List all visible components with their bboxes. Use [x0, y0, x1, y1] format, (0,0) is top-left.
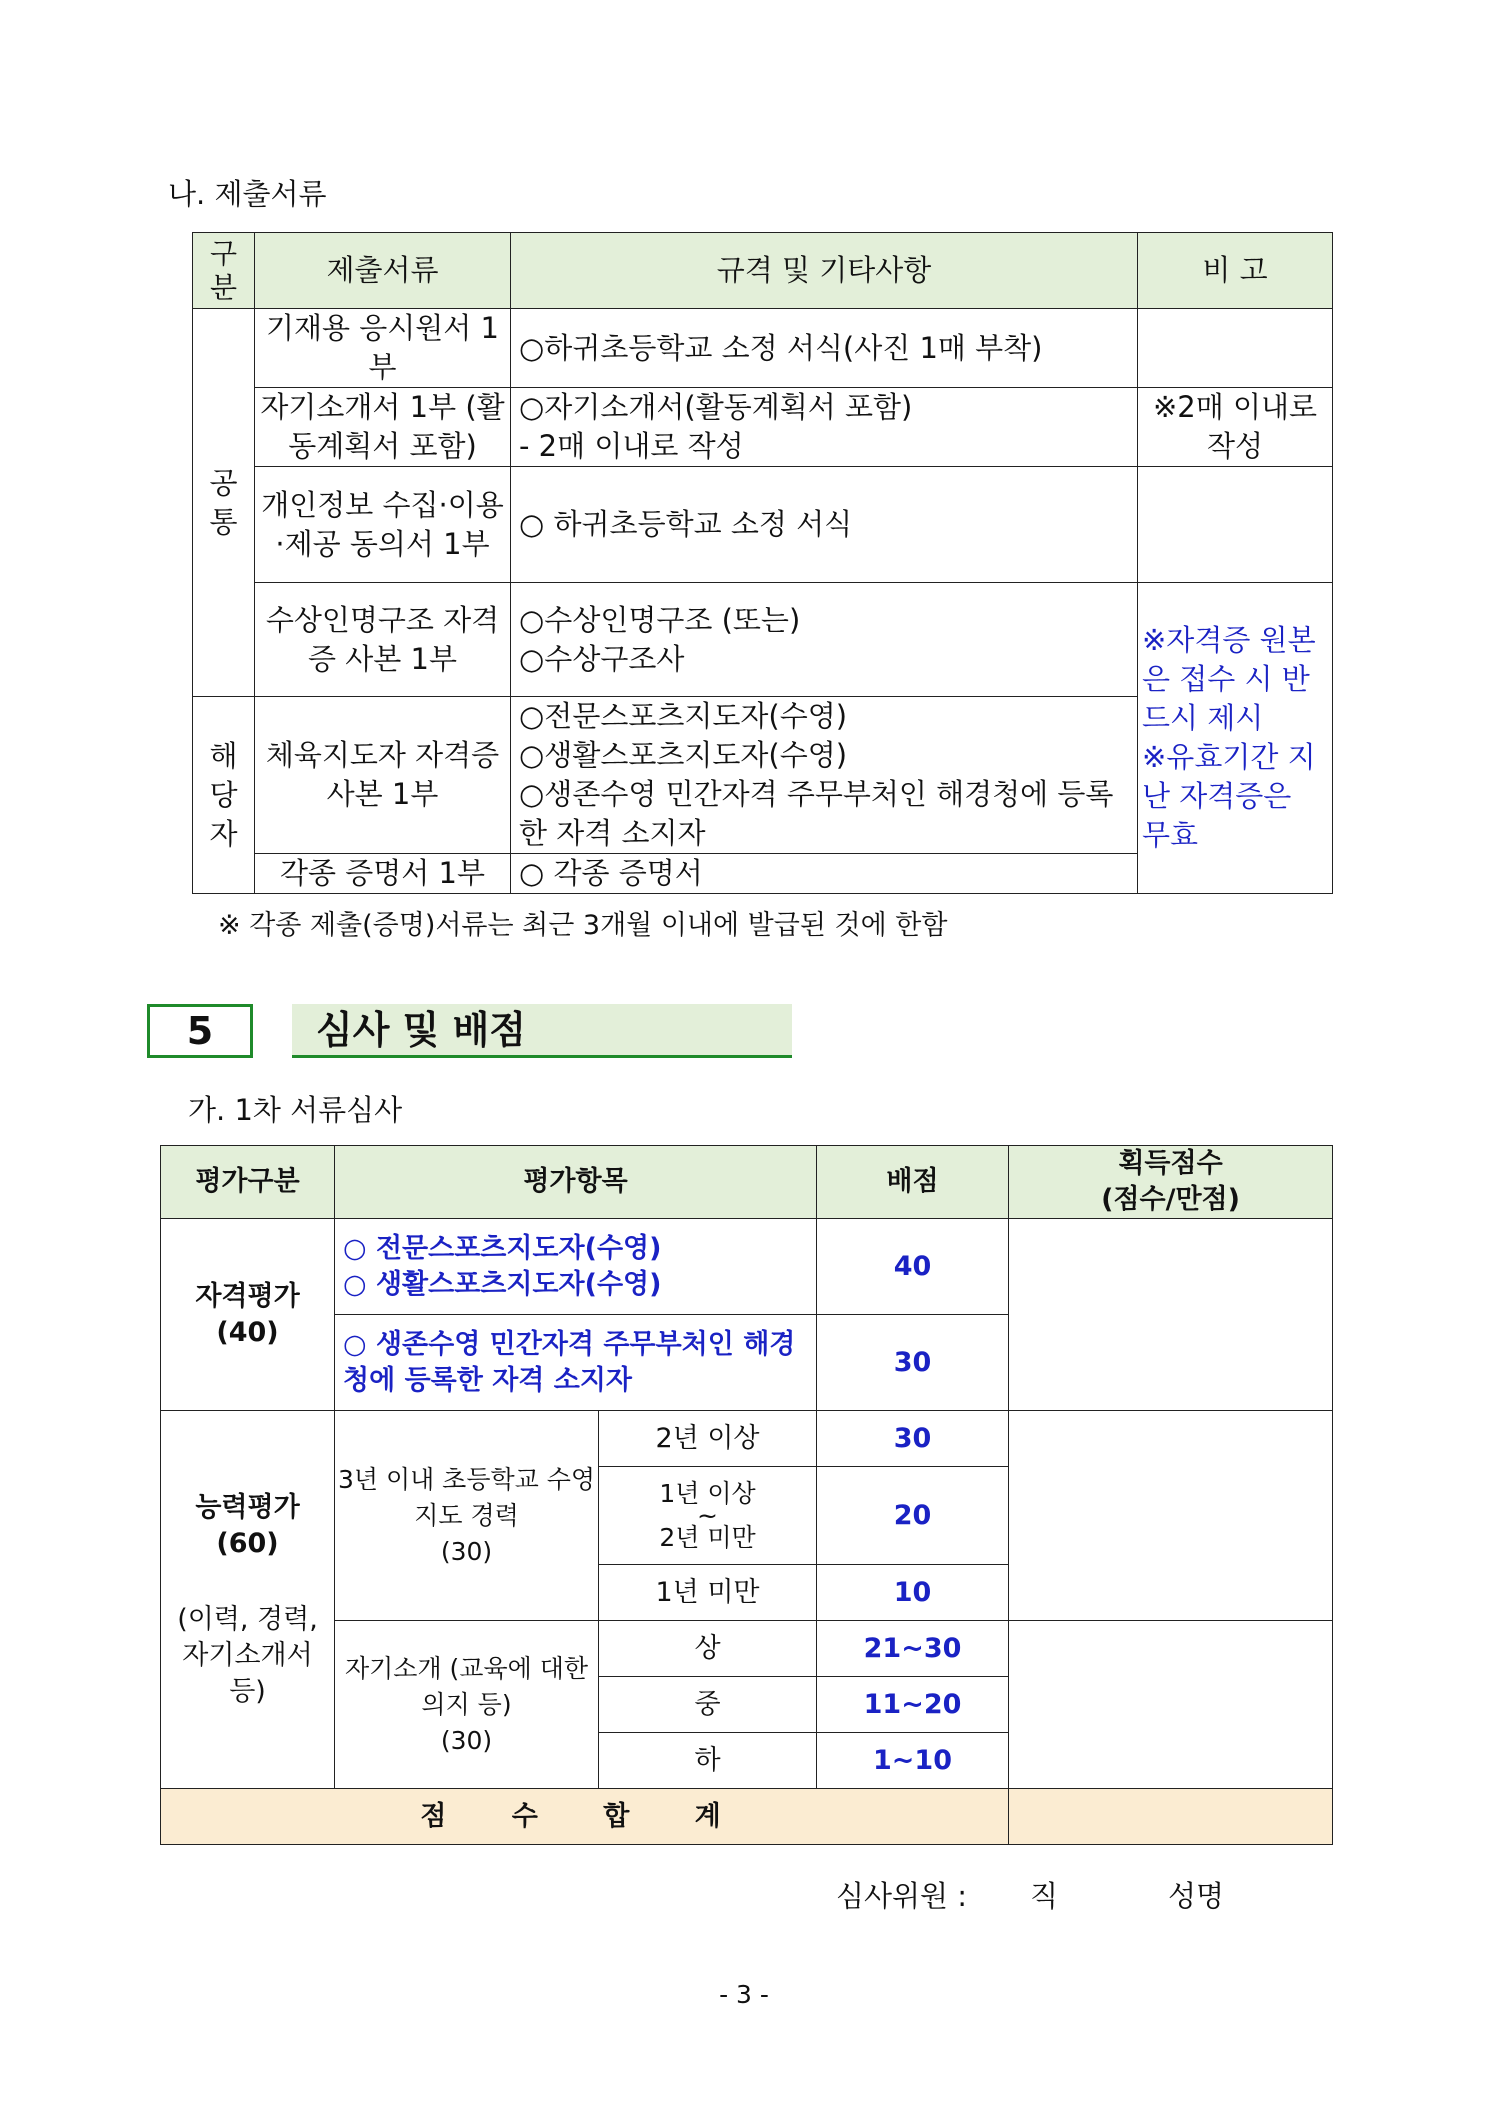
screening-score-table — [160, 1145, 1333, 1845]
doc-cell: 각종 증명서 1부 — [255, 854, 511, 894]
earned-cell — [1009, 1411, 1333, 1621]
qualification-item: ○ 전문스포츠지도자(수영) ○ 생활스포츠지도자(수영) — [335, 1219, 817, 1315]
intro-label: 자기소개 (교육에 대한 의지 등) — [345, 1653, 588, 1719]
intro-score: 11~20 — [817, 1677, 1009, 1733]
note-cell — [1138, 309, 1333, 388]
group-applicable: 해당자 — [193, 697, 255, 894]
header-document: 제출서류 — [255, 233, 511, 309]
submission-docs-table — [192, 232, 1333, 894]
doc-cell: 자기소개서 1부 (활동계획서 포함) — [255, 388, 511, 467]
spec-cell: ○전문스포츠지도자(수영) ○생활스포츠지도자(수영) ○생존수영 민간자격 주무부처인 해경청에 등록한 자격 소지자 — [511, 697, 1138, 854]
total-score-cell — [1009, 1789, 1333, 1845]
intro-points: (30) — [440, 1725, 493, 1755]
doc-cell: 개인정보 수집·이용·제공 동의서 1부 — [255, 467, 511, 583]
docs-footnote: ※ 각종 제출(증명)서류는 최근 3개월 이내에 발급된 것에 한함 — [218, 910, 948, 941]
cat-qualification-points: (40) — [216, 1316, 279, 1348]
qualification-score: 30 — [817, 1315, 1009, 1411]
career-label: 3년 이내 초등학교 수영지도 경력 — [337, 1464, 596, 1530]
career-score: 30 — [817, 1411, 1009, 1467]
note-cell — [1138, 467, 1333, 583]
intro-level: 하 — [599, 1733, 817, 1789]
qualification-item: ○ 생존수영 민간자격 주무부처인 해경청에 등록한 자격 소지자 — [335, 1315, 817, 1411]
note-cell-certificate: ※자격증 원본은 접수 시 반드시 제시 ※유효기간 지난 자격증은 무효 — [1138, 583, 1333, 894]
doc-cell: 수상인명구조 자격증 사본 1부 — [255, 583, 511, 697]
spec-cell: ○자기소개서(활동계획서 포함) - 2매 이내로 작성 — [511, 388, 1138, 467]
section-title-ga: 가. 1차 서류심사 — [188, 1093, 403, 1127]
header-eval-category: 평가구분 — [161, 1146, 335, 1219]
cat-qualification — [161, 1219, 335, 1411]
cat-ability-note: (이력, 경력, 자기소개서 등) — [177, 1603, 318, 1707]
intro-score: 1~10 — [817, 1733, 1009, 1789]
section-number-badge: 5 — [147, 1004, 253, 1058]
section-title: 심사 및 배점 — [292, 1004, 792, 1058]
header-score-earned: 획득점수 (점수/만점) — [1009, 1146, 1333, 1219]
spec-cell: ○ 하귀초등학교 소정 서식 — [511, 467, 1138, 583]
intro-item — [335, 1621, 599, 1789]
cat-qualification-label: 자격평가 — [195, 1280, 300, 1312]
signature-position: 직 — [1030, 1879, 1059, 1913]
intro-level: 중 — [599, 1677, 817, 1733]
page-number: - 3 - — [719, 1980, 769, 2009]
qualification-score: 40 — [817, 1219, 1009, 1315]
header-points: 배점 — [817, 1146, 1009, 1219]
career-item — [335, 1411, 599, 1621]
group-common: 공통 — [193, 309, 255, 697]
doc-cell: 체육지도자 자격증 사본 1부 — [255, 697, 511, 854]
signature-name: 성명 — [1168, 1879, 1225, 1913]
career-score: 20 — [817, 1467, 1009, 1565]
career-range: 1년 이상 ~ 2년 미만 — [599, 1467, 817, 1565]
header-note: 비 고 — [1138, 233, 1333, 309]
section-title-na: 나. 제출서류 — [168, 177, 327, 211]
earned-cell — [1009, 1219, 1333, 1411]
intro-level: 상 — [599, 1621, 817, 1677]
career-score: 10 — [817, 1565, 1009, 1621]
cat-ability — [161, 1411, 335, 1789]
total-label: 점 수 합 계 — [161, 1789, 1009, 1845]
doc-cell: 기재용 응시원서 1부 — [255, 309, 511, 388]
career-points: (30) — [440, 1536, 493, 1566]
signature-label: 심사위원 : — [836, 1879, 968, 1913]
earned-cell — [1009, 1621, 1333, 1789]
spec-cell: ○수상인명구조 (또는) ○수상구조사 — [511, 583, 1138, 697]
career-range: 2년 이상 — [599, 1411, 817, 1467]
cat-ability-points: (60) — [216, 1527, 279, 1559]
intro-score: 21~30 — [817, 1621, 1009, 1677]
spec-cell: ○ 각종 증명서 — [511, 854, 1138, 894]
spec-cell: ○하귀초등학교 소정 서식(사진 1매 부착) — [511, 309, 1138, 388]
header-spec: 규격 및 기타사항 — [511, 233, 1138, 309]
header-eval-item: 평가항목 — [335, 1146, 817, 1219]
note-cell: ※2매 이내로 작성 — [1138, 388, 1333, 467]
header-category: 구분 — [193, 233, 255, 309]
cat-ability-label: 능력평가 — [195, 1491, 300, 1523]
career-range: 1년 미만 — [599, 1565, 817, 1621]
